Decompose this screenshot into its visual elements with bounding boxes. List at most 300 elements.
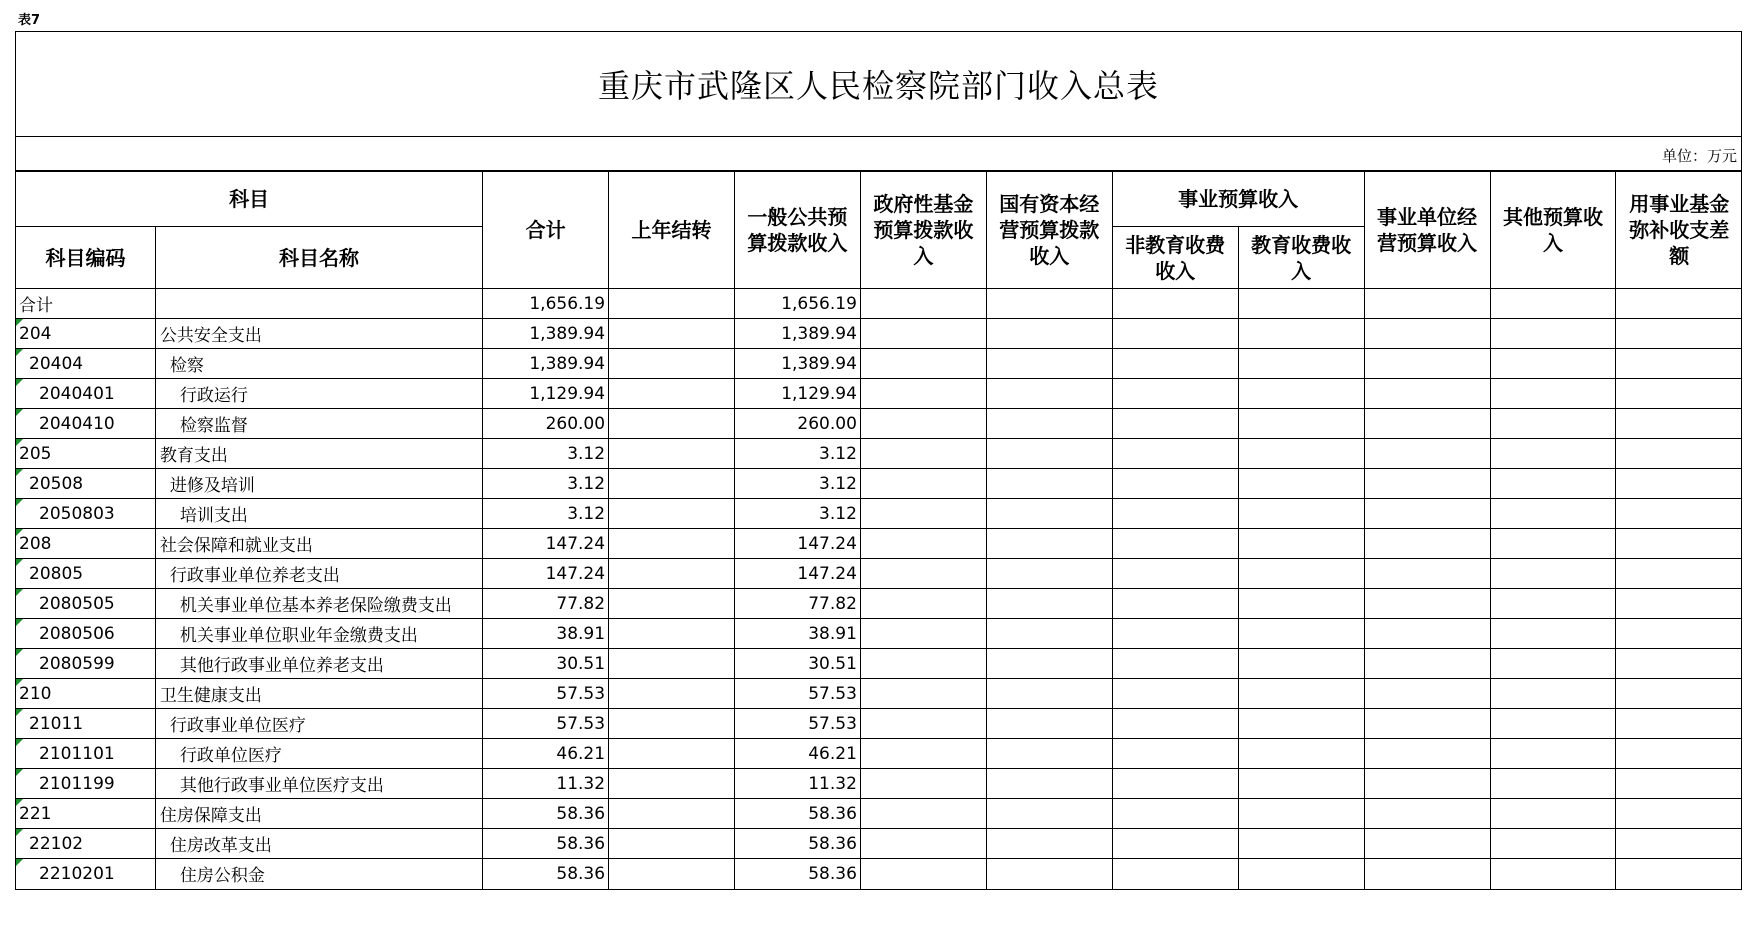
cell-carryover <box>609 739 735 769</box>
header-edu-fee: 教育收费收入 <box>1238 227 1364 289</box>
cell-subject-code <box>16 619 155 649</box>
cell-total: 147.24 <box>483 559 609 589</box>
cell-gov-fund <box>860 559 986 589</box>
cell-other-budget <box>1490 379 1616 409</box>
cell-other-budget <box>1490 559 1616 589</box>
cell-non-edu-fee <box>1112 859 1238 889</box>
cell-gov-fund <box>860 439 986 469</box>
cell-carryover <box>609 649 735 679</box>
cell-gov-fund <box>860 799 986 829</box>
cell-subject-name: 公共安全支出 <box>155 319 482 349</box>
cell-subject-name: 住房改革支出 <box>155 829 482 859</box>
cell-non-edu-fee <box>1112 739 1238 769</box>
cell-edu-fee <box>1238 769 1364 799</box>
cell-gov-fund <box>860 289 986 319</box>
cell-total: 1,129.94 <box>483 379 609 409</box>
cell-other-budget <box>1490 469 1616 499</box>
cell-career-unit-op <box>1364 649 1490 679</box>
cell-other-budget <box>1490 859 1616 889</box>
table-row <box>16 649 1742 679</box>
subject-code-text: 204 <box>19 323 52 344</box>
subject-code-text: 2040410 <box>39 413 115 434</box>
cell-fund-balance <box>1616 589 1742 619</box>
cell-non-edu-fee <box>1112 499 1238 529</box>
cell-carryover <box>609 379 735 409</box>
cell-general-budget: 147.24 <box>734 559 860 589</box>
income-table <box>16 171 1742 889</box>
cell-non-edu-fee <box>1112 589 1238 619</box>
header-fund-balance: 用事业基金弥补收支差额 <box>1616 172 1742 289</box>
cell-total: 1,389.94 <box>483 349 609 379</box>
cell-other-budget <box>1490 649 1616 679</box>
cell-other-budget <box>1490 529 1616 559</box>
cell-state-capital <box>986 529 1112 559</box>
table-row <box>16 709 1742 739</box>
cell-fund-balance <box>1616 319 1742 349</box>
cell-fund-balance <box>1616 679 1742 709</box>
cell-carryover <box>609 619 735 649</box>
cell-other-budget <box>1490 829 1616 859</box>
cell-total: 3.12 <box>483 469 609 499</box>
sheet-title: 重庆市武隆区人民检察院部门收入总表 <box>16 32 1741 137</box>
cell-fund-balance <box>1616 379 1742 409</box>
cell-subject-code <box>16 319 155 349</box>
cell-edu-fee <box>1238 739 1364 769</box>
cell-subject-name: 检察监督 <box>155 409 482 439</box>
cell-other-budget <box>1490 709 1616 739</box>
cell-gov-fund <box>860 619 986 649</box>
cell-subject-code <box>16 799 155 829</box>
cell-edu-fee <box>1238 829 1364 859</box>
cell-fund-balance <box>1616 499 1742 529</box>
cell-general-budget: 57.53 <box>734 679 860 709</box>
cell-subject-name: 卫生健康支出 <box>155 679 482 709</box>
cell-fund-balance <box>1616 439 1742 469</box>
cell-general-budget: 260.00 <box>734 409 860 439</box>
cell-gov-fund <box>860 409 986 439</box>
cell-subject-code <box>16 379 155 409</box>
table-row <box>16 589 1742 619</box>
cell-state-capital <box>986 739 1112 769</box>
cell-state-capital <box>986 619 1112 649</box>
cell-gov-fund <box>860 739 986 769</box>
cell-career-unit-op <box>1364 619 1490 649</box>
text-format-marker-icon <box>16 319 23 326</box>
cell-other-budget <box>1490 769 1616 799</box>
cell-subject-name: 机关事业单位基本养老保险缴费支出 <box>155 589 482 619</box>
subject-code-text: 2101101 <box>39 743 115 764</box>
cell-subject-code <box>16 409 155 439</box>
cell-non-edu-fee <box>1112 379 1238 409</box>
cell-carryover <box>609 859 735 889</box>
subject-code-text: 205 <box>19 443 52 464</box>
cell-subject-name: 培训支出 <box>155 499 482 529</box>
cell-subject-code <box>16 679 155 709</box>
cell-general-budget: 1,389.94 <box>734 319 860 349</box>
cell-subject-name: 进修及培训 <box>155 469 482 499</box>
cell-subject-code <box>16 529 155 559</box>
cell-non-edu-fee <box>1112 799 1238 829</box>
cell-non-edu-fee <box>1112 559 1238 589</box>
cell-state-capital <box>986 859 1112 889</box>
cell-total: 11.32 <box>483 769 609 799</box>
cell-non-edu-fee <box>1112 649 1238 679</box>
table-row <box>16 739 1742 769</box>
subject-code-text: 22102 <box>29 833 84 854</box>
cell-other-budget <box>1490 409 1616 439</box>
cell-edu-fee <box>1238 529 1364 559</box>
subject-code-text: 2050803 <box>39 503 115 524</box>
text-format-marker-icon <box>16 439 23 446</box>
cell-general-budget: 46.21 <box>734 739 860 769</box>
cell-edu-fee <box>1238 469 1364 499</box>
cell-subject-name: 行政事业单位养老支出 <box>155 559 482 589</box>
cell-edu-fee <box>1238 859 1364 889</box>
cell-fund-balance <box>1616 469 1742 499</box>
cell-subject-code <box>16 739 155 769</box>
cell-general-budget: 58.36 <box>734 859 860 889</box>
subject-code-text: 20404 <box>29 353 84 374</box>
table-row <box>16 799 1742 829</box>
cell-subject-name: 行政事业单位医疗 <box>155 709 482 739</box>
cell-fund-balance <box>1616 709 1742 739</box>
cell-carryover <box>609 679 735 709</box>
header-general-budget: 一般公共预算拨款收入 <box>734 172 860 289</box>
header-gov-fund: 政府性基金预算拨款收入 <box>860 172 986 289</box>
cell-carryover <box>609 349 735 379</box>
cell-non-edu-fee <box>1112 529 1238 559</box>
cell-fund-balance <box>1616 649 1742 679</box>
subject-code-text: 2080506 <box>39 623 115 644</box>
cell-career-unit-op <box>1364 739 1490 769</box>
cell-total: 1,389.94 <box>483 319 609 349</box>
cell-gov-fund <box>860 769 986 799</box>
cell-carryover <box>609 799 735 829</box>
cell-edu-fee <box>1238 709 1364 739</box>
subject-code-text: 20508 <box>29 473 84 494</box>
table-row <box>16 289 1742 319</box>
cell-gov-fund <box>860 319 986 349</box>
cell-subject-code <box>16 349 155 379</box>
cell-carryover <box>609 829 735 859</box>
table-row <box>16 619 1742 649</box>
cell-total: 57.53 <box>483 709 609 739</box>
cell-total: 1,656.19 <box>483 289 609 319</box>
table-row <box>16 769 1742 799</box>
cell-carryover <box>609 769 735 799</box>
cell-fund-balance <box>1616 409 1742 439</box>
income-summary-sheet <box>15 31 1742 890</box>
cell-edu-fee <box>1238 379 1364 409</box>
cell-general-budget: 1,656.19 <box>734 289 860 319</box>
table-row <box>16 469 1742 499</box>
text-format-marker-icon <box>16 619 23 626</box>
cell-state-capital <box>986 289 1112 319</box>
cell-gov-fund <box>860 499 986 529</box>
cell-edu-fee <box>1238 439 1364 469</box>
subject-code-text: 2080505 <box>39 593 115 614</box>
cell-career-unit-op <box>1364 859 1490 889</box>
cell-career-unit-op <box>1364 709 1490 739</box>
table-row <box>16 559 1742 589</box>
cell-state-capital <box>986 649 1112 679</box>
cell-carryover <box>609 709 735 739</box>
cell-career-unit-op <box>1364 799 1490 829</box>
cell-career-unit-op <box>1364 559 1490 589</box>
cell-state-capital <box>986 799 1112 829</box>
cell-other-budget <box>1490 589 1616 619</box>
cell-edu-fee <box>1238 499 1364 529</box>
text-format-marker-icon <box>16 709 23 716</box>
table-row <box>16 529 1742 559</box>
cell-total: 3.12 <box>483 439 609 469</box>
cell-edu-fee <box>1238 799 1364 829</box>
cell-subject-name: 检察 <box>155 349 482 379</box>
table-row <box>16 379 1742 409</box>
cell-carryover <box>609 289 735 319</box>
cell-non-edu-fee <box>1112 439 1238 469</box>
cell-subject-code <box>16 589 155 619</box>
cell-general-budget: 3.12 <box>734 469 860 499</box>
cell-total: 260.00 <box>483 409 609 439</box>
subject-code-text: 21011 <box>29 713 84 734</box>
cell-edu-fee <box>1238 349 1364 379</box>
cell-career-unit-op <box>1364 499 1490 529</box>
cell-gov-fund <box>860 379 986 409</box>
cell-career-unit-op <box>1364 679 1490 709</box>
cell-career-unit-op <box>1364 589 1490 619</box>
cell-career-unit-op <box>1364 439 1490 469</box>
table-row <box>16 319 1742 349</box>
cell-total: 38.91 <box>483 619 609 649</box>
cell-non-edu-fee <box>1112 469 1238 499</box>
cell-non-edu-fee <box>1112 829 1238 859</box>
cell-other-budget <box>1490 289 1616 319</box>
cell-gov-fund <box>860 859 986 889</box>
cell-subject-name: 机关事业单位职业年金缴费支出 <box>155 619 482 649</box>
cell-subject-name: 行政运行 <box>155 379 482 409</box>
cell-general-budget: 147.24 <box>734 529 860 559</box>
table-row <box>16 829 1742 859</box>
cell-career-unit-op <box>1364 289 1490 319</box>
cell-subject-code <box>16 499 155 529</box>
text-format-marker-icon <box>16 589 23 596</box>
cell-fund-balance <box>1616 859 1742 889</box>
cell-state-capital <box>986 349 1112 379</box>
cell-state-capital <box>986 769 1112 799</box>
text-format-marker-icon <box>16 829 23 836</box>
cell-edu-fee <box>1238 589 1364 619</box>
text-format-marker-icon <box>16 499 23 506</box>
text-format-marker-icon <box>16 379 23 386</box>
cell-fund-balance <box>1616 529 1742 559</box>
cell-fund-balance <box>1616 829 1742 859</box>
header-career-unit-op: 事业单位经营预算收入 <box>1364 172 1490 289</box>
cell-other-budget <box>1490 499 1616 529</box>
table-row <box>16 859 1742 889</box>
cell-non-edu-fee <box>1112 769 1238 799</box>
header-subject-name: 科目名称 <box>155 227 482 289</box>
table-row <box>16 679 1742 709</box>
cell-career-unit-op <box>1364 829 1490 859</box>
cell-fund-balance <box>1616 799 1742 829</box>
table-body <box>16 289 1742 889</box>
cell-fund-balance <box>1616 349 1742 379</box>
cell-edu-fee <box>1238 619 1364 649</box>
cell-edu-fee <box>1238 679 1364 709</box>
cell-subject-code <box>16 829 155 859</box>
cell-state-capital <box>986 379 1112 409</box>
cell-career-unit-op <box>1364 379 1490 409</box>
cell-total: 58.36 <box>483 859 609 889</box>
cell-state-capital <box>986 319 1112 349</box>
header-career-budget: 事业预算收入 <box>1112 172 1364 227</box>
cell-non-edu-fee <box>1112 289 1238 319</box>
cell-total: 58.36 <box>483 829 609 859</box>
text-format-marker-icon <box>16 799 23 806</box>
cell-general-budget: 57.53 <box>734 709 860 739</box>
cell-gov-fund <box>860 529 986 559</box>
subject-code-text: 2040401 <box>39 383 115 404</box>
subject-code-text: 合计 <box>19 296 53 316</box>
cell-gov-fund <box>860 589 986 619</box>
subject-code-text: 208 <box>19 533 52 554</box>
cell-non-edu-fee <box>1112 409 1238 439</box>
header-subject-code: 科目编码 <box>16 227 155 289</box>
cell-gov-fund <box>860 349 986 379</box>
header-non-edu-fee: 非教育收费收入 <box>1112 227 1238 289</box>
text-format-marker-icon <box>16 649 23 656</box>
cell-non-edu-fee <box>1112 319 1238 349</box>
cell-subject-name: 住房公积金 <box>155 859 482 889</box>
cell-general-budget: 11.32 <box>734 769 860 799</box>
cell-subject-code <box>16 289 155 319</box>
subject-code-text: 221 <box>19 803 52 824</box>
cell-total: 3.12 <box>483 499 609 529</box>
cell-subject-name: 其他行政事业单位养老支出 <box>155 649 482 679</box>
cell-subject-code <box>16 859 155 889</box>
subject-code-text: 2080599 <box>39 653 115 674</box>
cell-subject-code <box>16 559 155 589</box>
cell-carryover <box>609 499 735 529</box>
cell-total: 147.24 <box>483 529 609 559</box>
cell-other-budget <box>1490 319 1616 349</box>
unit-label: 单位：万元 <box>16 137 1741 171</box>
cell-gov-fund <box>860 829 986 859</box>
cell-subject-code <box>16 469 155 499</box>
cell-fund-balance <box>1616 289 1742 319</box>
cell-general-budget: 77.82 <box>734 589 860 619</box>
subject-code-text: 2210201 <box>39 863 115 884</box>
text-format-marker-icon <box>16 739 23 746</box>
text-format-marker-icon <box>16 529 23 536</box>
text-format-marker-icon <box>16 349 23 356</box>
cell-gov-fund <box>860 469 986 499</box>
cell-state-capital <box>986 709 1112 739</box>
cell-carryover <box>609 559 735 589</box>
cell-state-capital <box>986 409 1112 439</box>
cell-other-budget <box>1490 349 1616 379</box>
cell-non-edu-fee <box>1112 619 1238 649</box>
cell-non-edu-fee <box>1112 349 1238 379</box>
cell-other-budget <box>1490 799 1616 829</box>
cell-subject-name: 社会保障和就业支出 <box>155 529 482 559</box>
cell-carryover <box>609 469 735 499</box>
cell-subject-name: 教育支出 <box>155 439 482 469</box>
header-other-budget: 其他预算收入 <box>1490 172 1616 289</box>
cell-carryover <box>609 319 735 349</box>
cell-subject-code <box>16 649 155 679</box>
cell-edu-fee <box>1238 409 1364 439</box>
table-number: 表7 <box>18 13 41 28</box>
table-row <box>16 439 1742 469</box>
cell-gov-fund <box>860 709 986 739</box>
cell-state-capital <box>986 499 1112 529</box>
header-state-capital: 国有资本经营预算拨款收入 <box>986 172 1112 289</box>
cell-general-budget: 3.12 <box>734 439 860 469</box>
cell-carryover <box>609 409 735 439</box>
text-format-marker-icon <box>16 679 23 686</box>
cell-general-budget: 58.36 <box>734 829 860 859</box>
cell-subject-name: 行政单位医疗 <box>155 739 482 769</box>
table-row <box>16 409 1742 439</box>
cell-general-budget: 58.36 <box>734 799 860 829</box>
cell-other-budget <box>1490 739 1616 769</box>
cell-edu-fee <box>1238 559 1364 589</box>
header-subject: 科目 <box>16 172 483 227</box>
cell-edu-fee <box>1238 289 1364 319</box>
cell-total: 57.53 <box>483 679 609 709</box>
cell-state-capital <box>986 559 1112 589</box>
cell-edu-fee <box>1238 319 1364 349</box>
cell-carryover <box>609 439 735 469</box>
cell-state-capital <box>986 829 1112 859</box>
table-row <box>16 349 1742 379</box>
cell-carryover <box>609 529 735 559</box>
cell-subject-name <box>155 289 482 319</box>
cell-gov-fund <box>860 649 986 679</box>
header-total: 合计 <box>483 172 609 289</box>
cell-total: 30.51 <box>483 649 609 679</box>
cell-total: 46.21 <box>483 739 609 769</box>
cell-general-budget: 30.51 <box>734 649 860 679</box>
cell-state-capital <box>986 589 1112 619</box>
cell-general-budget: 1,129.94 <box>734 379 860 409</box>
cell-fund-balance <box>1616 559 1742 589</box>
subject-code-text: 20805 <box>29 563 84 584</box>
cell-non-edu-fee <box>1112 679 1238 709</box>
cell-career-unit-op <box>1364 529 1490 559</box>
text-format-marker-icon <box>16 469 23 476</box>
cell-fund-balance <box>1616 619 1742 649</box>
cell-non-edu-fee <box>1112 709 1238 739</box>
text-format-marker-icon <box>16 559 23 566</box>
cell-state-capital <box>986 679 1112 709</box>
cell-carryover <box>609 589 735 619</box>
cell-gov-fund <box>860 679 986 709</box>
cell-subject-name: 住房保障支出 <box>155 799 482 829</box>
cell-subject-code <box>16 439 155 469</box>
cell-total: 58.36 <box>483 799 609 829</box>
cell-other-budget <box>1490 439 1616 469</box>
cell-career-unit-op <box>1364 769 1490 799</box>
cell-fund-balance <box>1616 769 1742 799</box>
cell-career-unit-op <box>1364 409 1490 439</box>
cell-fund-balance <box>1616 739 1742 769</box>
cell-other-budget <box>1490 679 1616 709</box>
cell-subject-name: 其他行政事业单位医疗支出 <box>155 769 482 799</box>
cell-edu-fee <box>1238 649 1364 679</box>
